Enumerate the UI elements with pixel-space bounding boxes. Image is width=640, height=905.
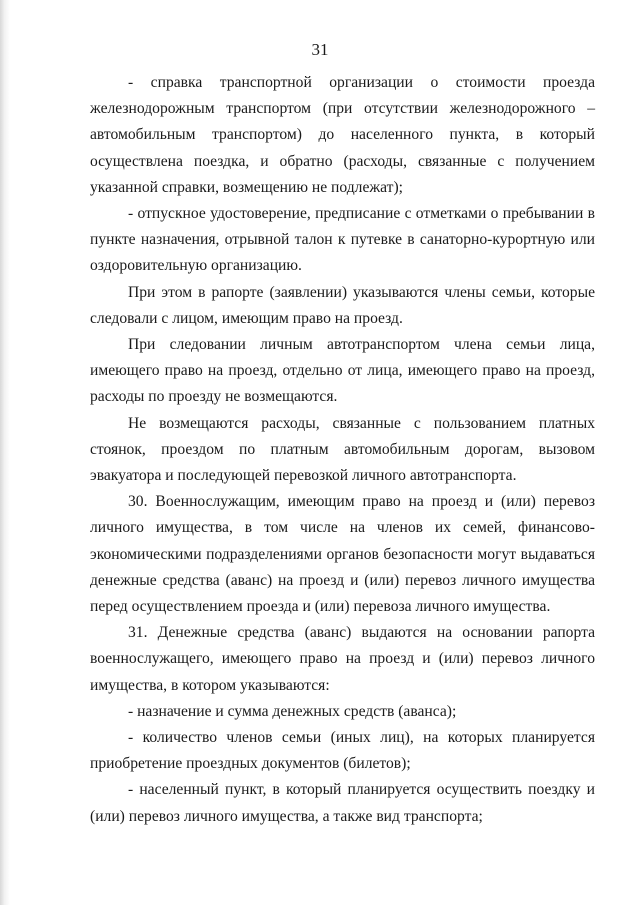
document-body bbox=[90, 70, 595, 830]
paragraph-item-30: 30. Военнослужащим, имеющим право на проезд и (или) перевоз личного имущества, в том числе на членов их семей, финансово-экономическими подразделениями органов безопасности могут выдаваться денежные средства (аванс) на проезд и (или) перевоз личного имущества перед осуществлением проезда и (или) перевоза личного имущества. bbox=[90, 493, 595, 616]
list-item-purpose-amount: - назначение и сумма денежных средств (аванса); bbox=[128, 702, 457, 720]
paragraph-family-members: При этом в рапорте (заявлении) указываются члены семьи, которые следовали с лицом, имеющим право на проезд. bbox=[90, 283, 595, 327]
paragraph-transport-certificate: - справка транспортной организации о стоимости проезда железнодорожным транспортом (при отсутствии железнодорожного – автомобильным транспортом) до населенного пункта, в который осуществлена поездка, и обратно (расходы, связанные с получением указанной справки, возмещению не подлежат); bbox=[90, 74, 595, 196]
paragraph-non-reimbursed: Не возмещаются расходы, связанные с пользованием платных стоянок, проездом по платным автомобильным дорогам, вызовом эвакуатора и последующей перевозкой личного автотранспорта. bbox=[90, 414, 595, 485]
paragraph-leave-certificate: - отпускное удостоверение, предписание с отметками о пребывании в пункте назначения, отрывной талон к путевке в санаторно-курортную или оздоровительную организацию. bbox=[90, 205, 595, 275]
page-number: 31 bbox=[311, 40, 329, 59]
list-item-number-of-family: - количество членов семьи (иных лиц), на которых планируется приобретение проездных документов (билетов); bbox=[90, 729, 595, 773]
list-item-destination: - населенный пункт, в который планируется осуществить поездку и (или) перевоз личного имущества, а также вид транспорта; bbox=[90, 781, 595, 825]
paragraph-item-31: 31. Денежные средства (аванс) выдаются на основании рапорта военнослужащего, имеющего право на проезд и (или) перевоз личного имущества, в котором указываются: bbox=[90, 624, 595, 694]
scan-edge-shadow bbox=[0, 0, 10, 905]
paragraph-personal-vehicle: При следовании личным автотранспортом члена семьи лица, имеющего право на проезд, отдельно от лица, имеющего право на проезд, расходы по проезду не возмещаются. bbox=[90, 336, 595, 406]
